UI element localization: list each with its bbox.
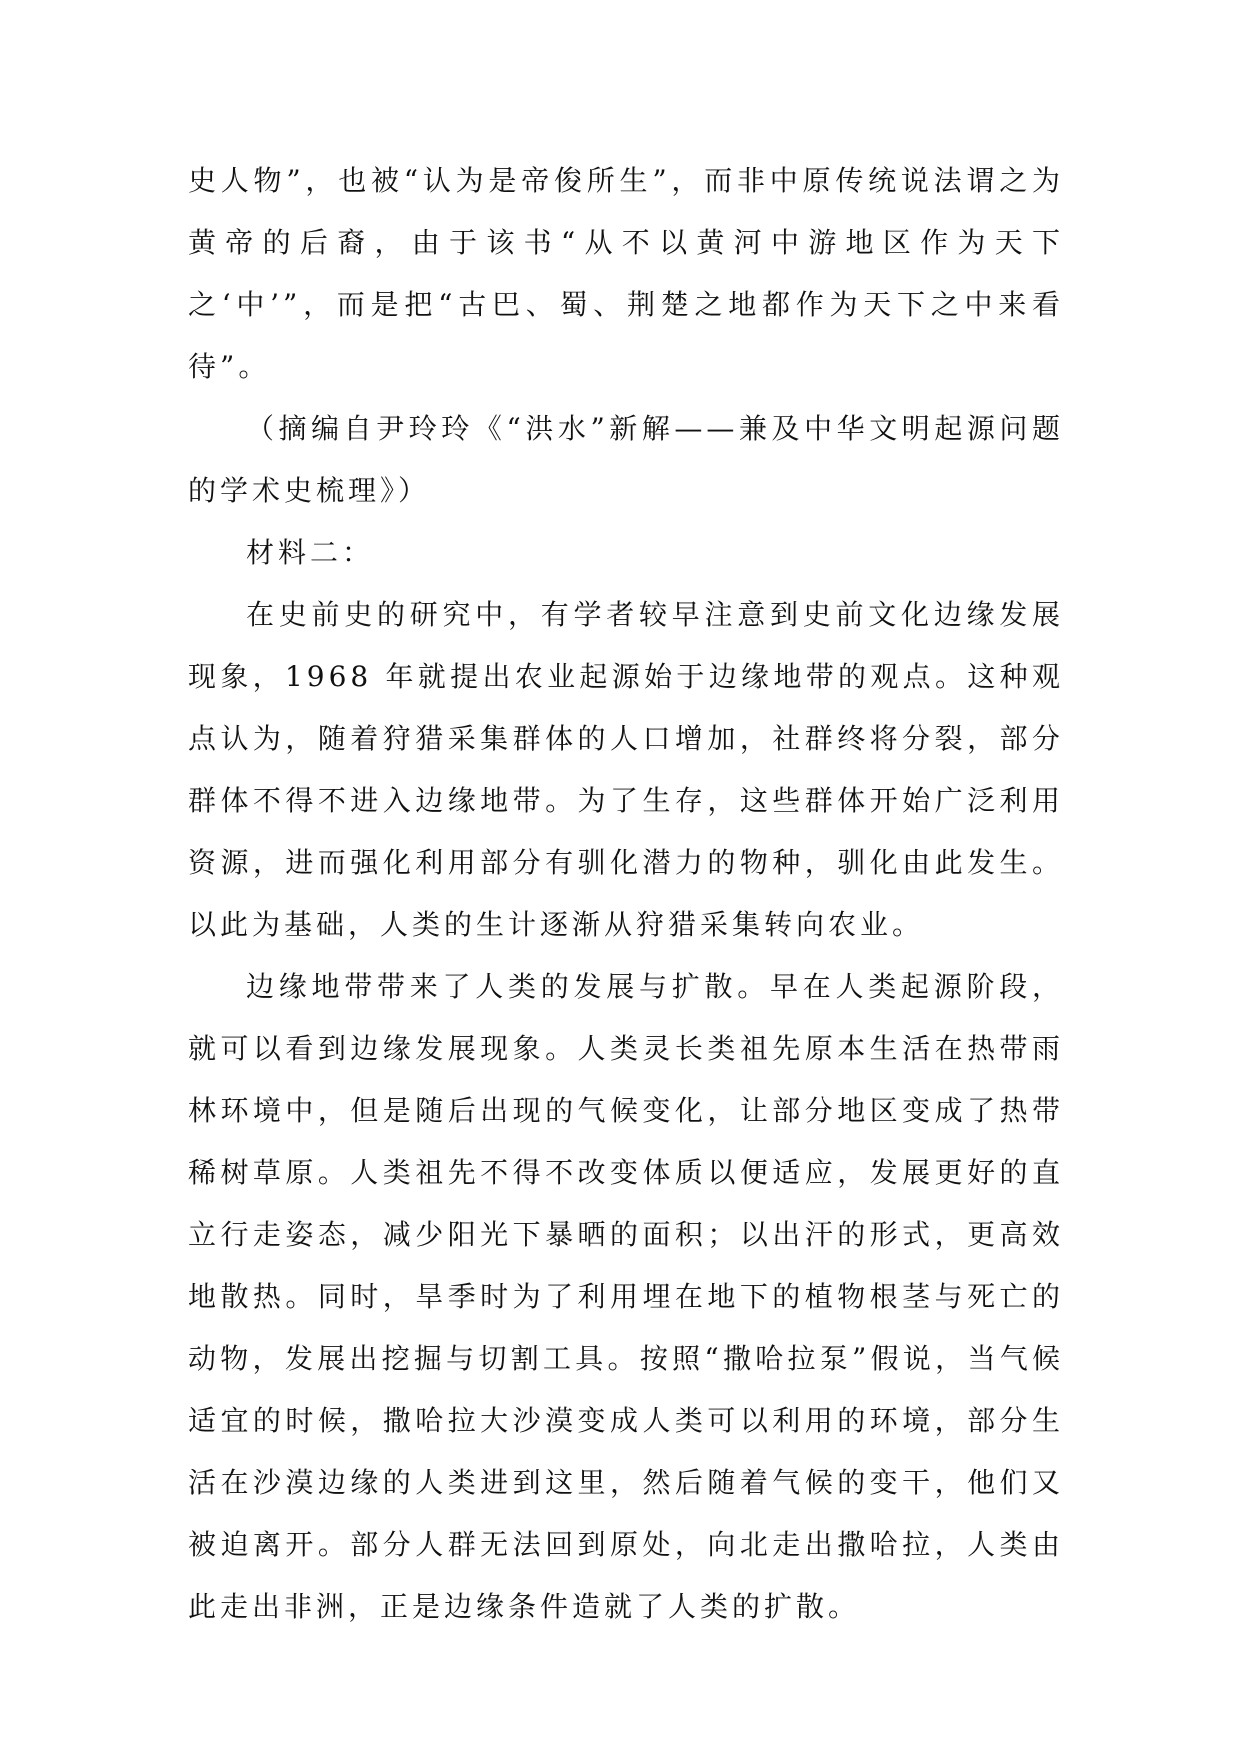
source-citation: （摘编自尹玲玲《“洪水”新解——兼及中华文明起源问题的学术史梳理》） (188, 412, 1064, 507)
paragraph-material-two-1: 在史前史的研究中，有学者较早注意到史前文化边缘发展现象，1968 年就提出农业起源始于边缘地带的观点。这种观点认为，随着狩猎采集群体的人口增加，社群终将分裂，部分群体不得不进入边缘地带。为了生存，这些群体开始广泛利用资源，进而强化利用部分有驯化潜力的物种，驯化由此发生。以此为基础，人类的生计逐渐从狩猎采集转向农业。 (188, 598, 1064, 941)
paragraph-material-two-2: 边缘地带带来了人类的发展与扩散。早在人类起源阶段，就可以看到边缘发展现象。人类灵长类祖先原本生活在热带雨林环境中，但是随后出现的气候变化，让部分地区变成了热带稀树草原。人类祖先不得不改变体质以便适应，发展更好的直立行走姿态，减少阳光下暴晒的面积；以出汗的形式，更高效地散热。同时，旱季时为了利用埋在地下的植物根茎与死亡的动物，发展出挖掘与切割工具。按照“撒哈拉泵”假说，当气候适宜的时候，撒哈拉大沙漠变成人类可以利用的环境，部分生活在沙漠边缘的人类进到这里，然后随着气候的变干，他们又被迫离开。部分人群无法回到原处，向北走出撒哈拉，人类由此走出非洲，正是边缘条件造就了人类的扩散。 (188, 970, 1064, 1623)
section-heading-material-two: 材料二： (246, 536, 375, 569)
paragraph-intro-continued: 史人物”，也被“认为是帝俊所生”，而非中原传统说法谓之为黄帝的后裔，由于该书“从不以黄河中游地区作为天下之‘中’”，而是把“古巴、蜀、荆楚之地都作为天下之中来看待”。 (188, 164, 1064, 383)
document-page (188, 150, 1064, 1638)
